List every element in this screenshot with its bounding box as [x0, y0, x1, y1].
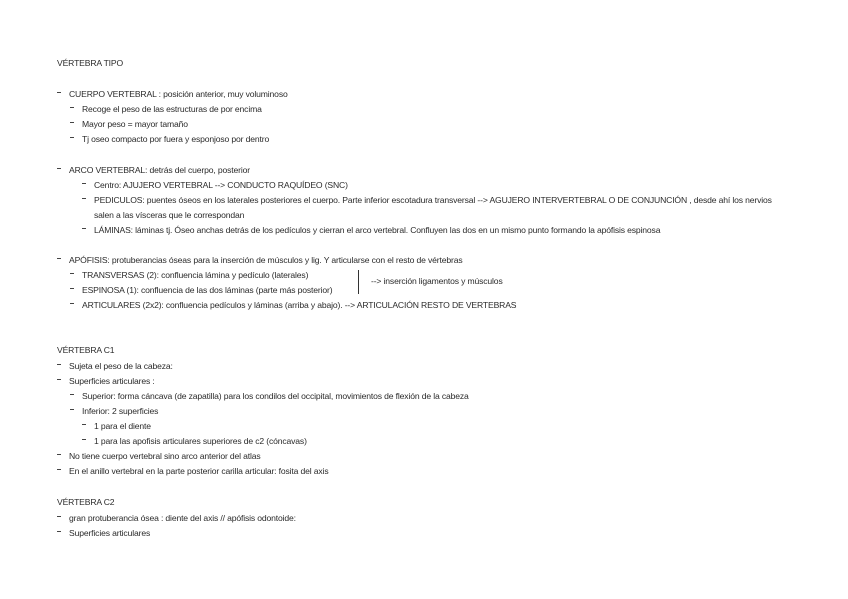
list-item: Tj oseo compacto por fuera y esponjoso por dentro [82, 134, 270, 144]
list-item-cuerpo: CUERPO VERTEBRAL : posición anterior, muy voluminoso [69, 89, 288, 99]
bullet-dash [82, 198, 86, 199]
list-item: Inferior: 2 superficies [82, 406, 159, 416]
bullet-dash [70, 122, 74, 123]
bullet-dash [57, 454, 61, 455]
bullet-dash [57, 168, 61, 169]
bullet-dash [57, 258, 61, 259]
list-item: No tiene cuerpo vertebral sino arco anterior del atlas [69, 451, 261, 461]
bullet-dash [57, 364, 61, 365]
bullet-dash [57, 379, 61, 380]
bullet-dash [57, 531, 61, 532]
list-item-apofisis: APÓFISIS: protuberancias óseas para la inserción de músculos y lig. Y articularse con el resto de vértebras [69, 255, 463, 265]
list-item: Superior: forma cáncava (de zapatilla) para los condilos del occipital, movimientos de flexión de la cabeza [82, 391, 469, 401]
list-item: PEDICULOS: puentes óseos en los laterales posteriores el cuerpo. Parte inferior escotadura transversal --> AGUJERO INTERVERTEBRAL O DE CONJUNCIÓN , desde ahí los nervios [94, 195, 772, 205]
bullet-dash [70, 137, 74, 138]
section-title-vertebra-c1: VÉRTEBRA C1 [57, 345, 115, 355]
list-item: Superficies articulares : [69, 376, 155, 386]
list-item: TRANSVERSAS (2): confluencia lámina y pedículo (laterales) [82, 270, 309, 280]
bullet-dash [70, 409, 74, 410]
list-item: Recoge el peso de las estructuras de por encima [82, 104, 262, 114]
section-title-vertebra-c2: VÉRTEBRA C2 [57, 497, 115, 507]
list-item: En el anillo vertebral en la parte posterior carilla articular: fosita del axis [69, 466, 329, 476]
list-item: gran protuberancia ósea : diente del axis // apófisis odontoide: [69, 513, 296, 523]
list-item-arco: ARCO VERTEBRAL: detrás del cuerpo, posterior [69, 165, 250, 175]
bullet-dash [57, 92, 61, 93]
bullet-dash [82, 183, 86, 184]
bullet-dash [82, 439, 86, 440]
list-item: Superficies articulares [69, 528, 151, 538]
bracket-line [358, 270, 359, 294]
list-item-continuation: salen a las vísceras que le correspondan [94, 210, 245, 220]
bullet-dash [82, 228, 86, 229]
list-item: Sujeta el peso de la cabeza: [69, 361, 173, 371]
bullet-dash [82, 424, 86, 425]
list-item: 1 para las apofisis articulares superiores de c2 (cóncavas) [94, 436, 307, 446]
list-item: ESPINOSA (1): confluencia de las dos láminas (parte más posterior) [82, 285, 333, 295]
bracket-note: --> inserción ligamentos y músculos [371, 276, 503, 286]
bullet-dash [57, 516, 61, 517]
bullet-dash [70, 394, 74, 395]
section-title-vertebra-tipo: VÉRTEBRA TIPO [57, 58, 124, 68]
bullet-dash [70, 273, 74, 274]
list-item: Centro: AJUJERO VERTEBRAL --> CONDUCTO RAQUÍDEO (SNC) [94, 180, 348, 190]
bullet-dash [70, 288, 74, 289]
list-item: 1 para el diente [94, 421, 151, 431]
bullet-dash [70, 303, 74, 304]
list-item: ARTICULARES (2x2): confluencia pedículos y láminas (arriba y abajo). --> ARTICULACIÓN RESTO DE VERTEBRAS [82, 300, 517, 310]
bullet-dash [70, 107, 74, 108]
bullet-dash [57, 469, 61, 470]
list-item: LÁMINAS: láminas tj. Óseo anchas detrás de los pedículos y cierran el arco vertebral. Confluyen las dos en un mismo punto formando la apófisis espinosa [94, 225, 661, 235]
list-item: Mayor peso = mayor tamaño [82, 119, 188, 129]
